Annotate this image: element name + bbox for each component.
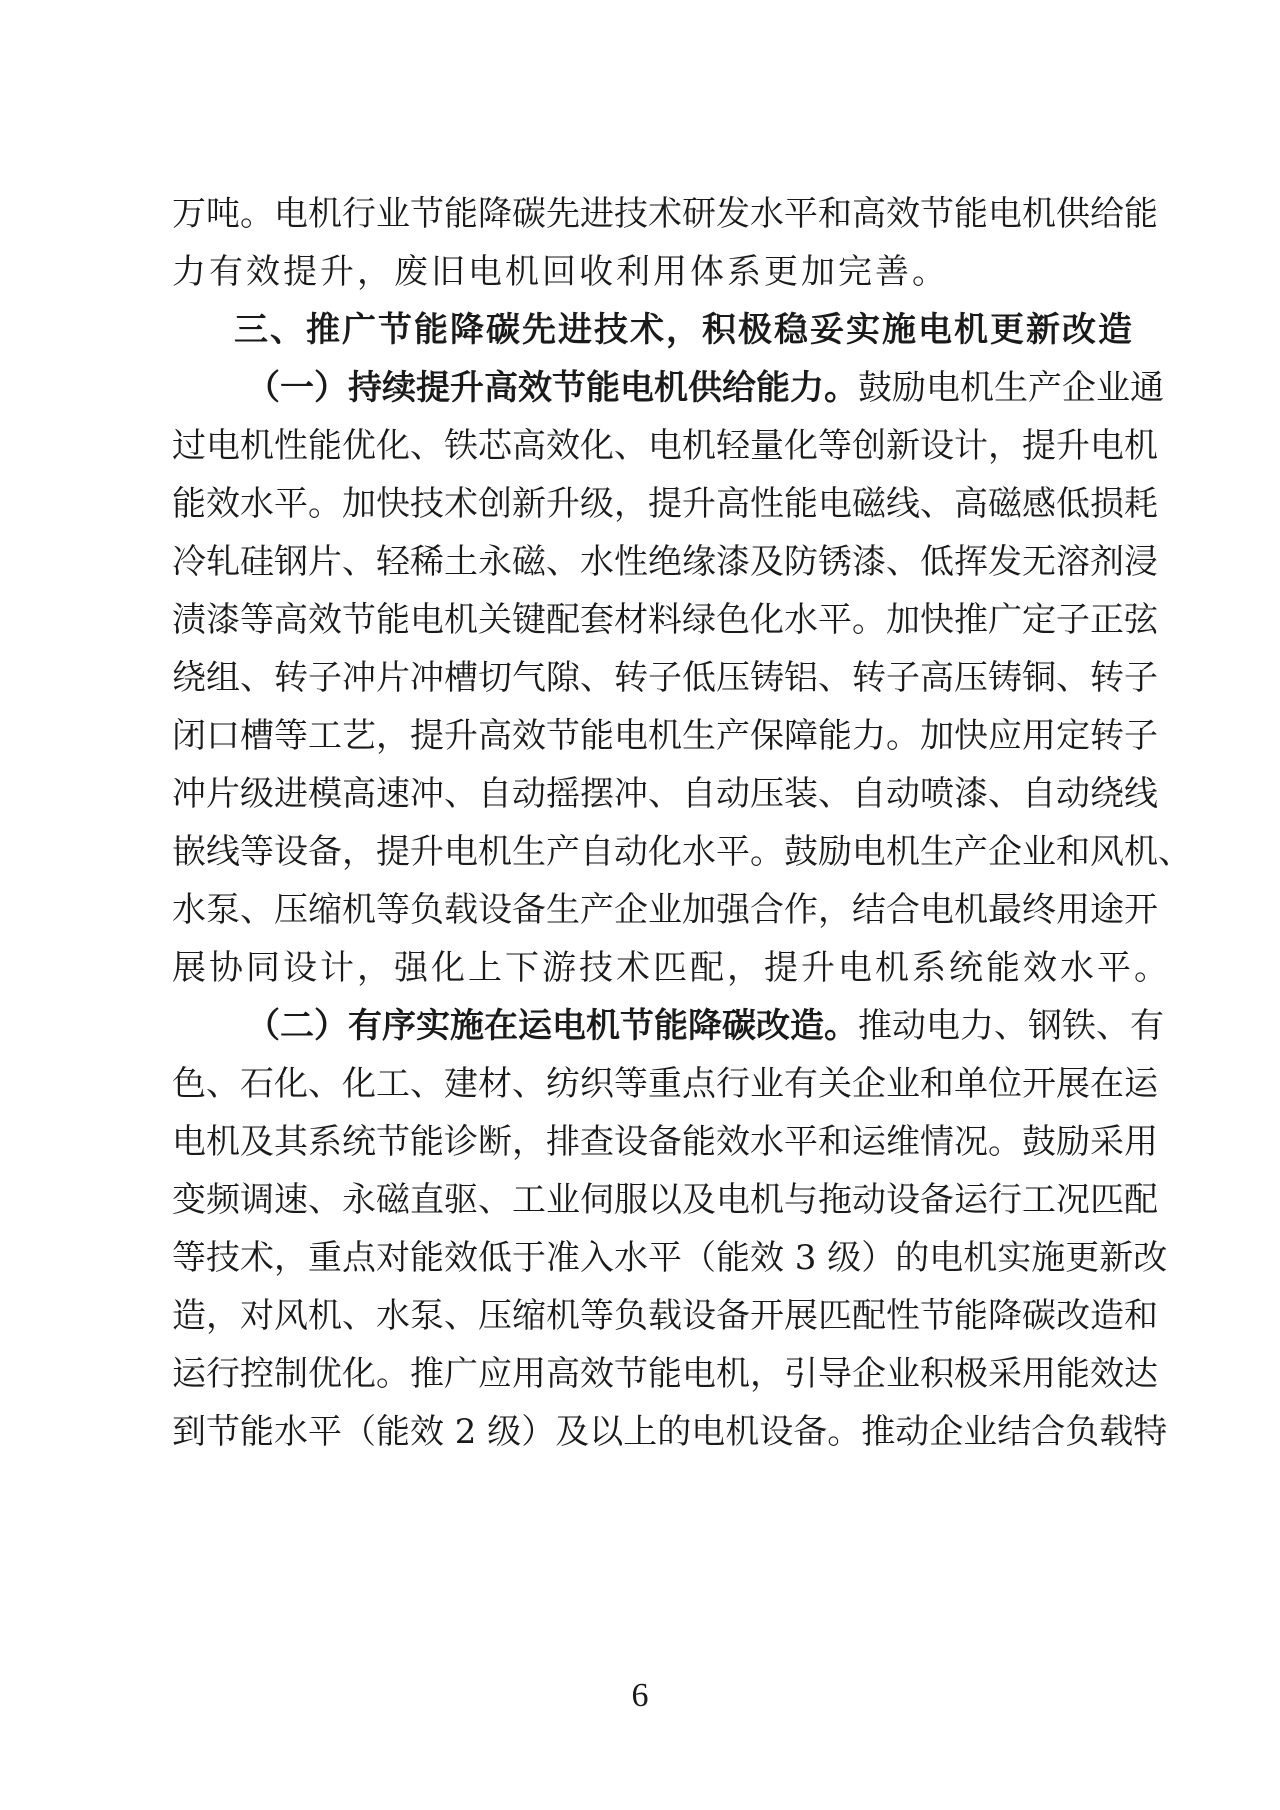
text-line: 闭口槽等工艺，提升高效节能电机生产保障能力。加快应用定转子 (172, 716, 1158, 756)
text-line: 等技术，重点对能效低于准入水平（能效 3 级）的电机实施更新改 (172, 1238, 1168, 1278)
section-heading: 三、推广节能降碳先进技术，积极稳妥实施电机更新改造 (234, 310, 1134, 350)
text-line: 运行控制优化。推广应用高效节能电机，引导企业积极采用能效达 (172, 1354, 1158, 1394)
text-line: 到节能水平（能效 2 级）及以上的电机设备。推动企业结合负载特 (172, 1412, 1168, 1452)
page-number: 6 (631, 1677, 649, 1714)
paragraph-text: 推动电力、钢铁、有 (858, 1006, 1164, 1046)
text-line: 展协同设计，强化上下游技术匹配，提升电机系统能效水平。 (172, 948, 1171, 988)
text-line: 变频调速、永磁直驱、工业伺服以及电机与拖动设备运行工况匹配 (172, 1180, 1158, 1220)
paragraph-lead: （一）持续提升高效节能电机供给能力。 (246, 368, 858, 408)
text-line: 力有效提升，废旧电机回收利用体系更加完善。 (172, 252, 949, 292)
text-line: 水泵、压缩机等负载设备生产企业加强合作，结合电机最终用途开 (172, 890, 1158, 930)
text-line: 冷轧硅钢片、轻稀土永磁、水性绝缘漆及防锈漆、低挥发无溶剂浸 (172, 542, 1158, 582)
paragraph-lead: （二）有序实施在运电机节能降碳改造。 (246, 1006, 858, 1046)
text-line: 过电机性能优化、铁芯高效化、电机轻量化等创新设计，提升电机 (172, 426, 1158, 466)
paragraph-first-line (246, 1004, 1164, 1048)
text-line: 造，对风机、水泵、压缩机等负载设备开展匹配性节能降碳改造和 (172, 1296, 1158, 1336)
text-line: 渍漆等高效节能电机关键配套材料绿色化水平。加快推广定子正弦 (172, 600, 1158, 640)
paragraph-text: 鼓励电机生产企业通 (858, 368, 1164, 408)
text-line: 冲片级进模高速冲、自动摇摆冲、自动压装、自动喷漆、自动绕线 (172, 774, 1158, 814)
text-line: 嵌线等设备，提升电机生产自动化水平。鼓励电机生产企业和风机、 (172, 832, 1192, 872)
text-line: 色、石化、化工、建材、纺织等重点行业有关企业和单位开展在运 (172, 1064, 1158, 1104)
paragraph-first-line (246, 366, 1164, 410)
text-line: 绕组、转子冲片冲槽切气隙、转子低压铸铝、转子高压铸铜、转子 (172, 658, 1158, 698)
text-line: 万吨。电机行业节能降碳先进技术研发水平和高效节能电机供给能 (172, 194, 1158, 234)
text-line: 电机及其系统节能诊断，排查设备能效水平和运维情况。鼓励采用 (172, 1122, 1158, 1162)
text-line: 能效水平。加快技术创新升级，提升高性能电磁线、高磁感低损耗 (172, 484, 1158, 524)
